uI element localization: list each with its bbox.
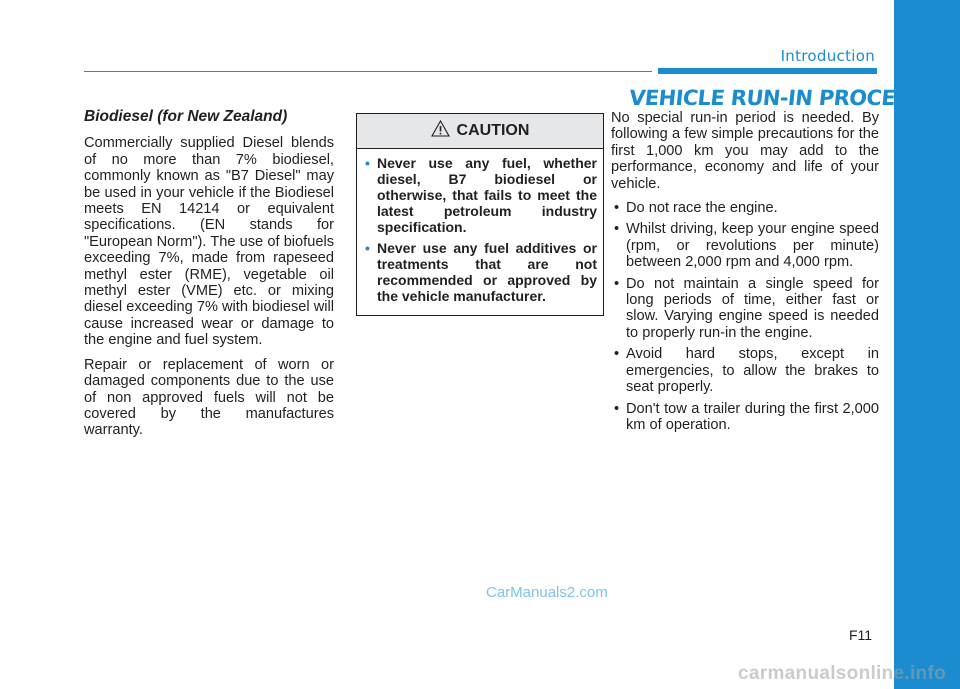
left-column: [84, 109, 334, 447]
caution-body: [357, 149, 603, 304]
caution-box: [356, 113, 604, 316]
caution-item: • Never use any fuel additives or treatments that are not recommended or approved by the vehicle manufacturer.: [365, 240, 597, 304]
watermark-footer: carmanualsonline.info: [738, 663, 946, 684]
run-in-intro: No special run-in period is needed. By following a few simple precautions for the first 1,000 km you may add to the performance, economy and life of your vehicle.: [611, 110, 879, 192]
caution-header: [357, 114, 603, 149]
list-item: • Avoid hard stops, except in emergencies, to allow the brakes to seat properly.: [611, 346, 879, 395]
caution-item: • Never use any fuel, whether diesel, B7 biodiesel or otherwise, that fails to meet the latest petroleum industry specification.: [365, 155, 597, 235]
list-item: • Don't tow a trailer during the first 2,000 km of operation.: [611, 401, 879, 434]
list-item: • Whilst driving, keep your engine speed (rpm, or revolutions per minute) between 2,000 rpm and 4,000 rpm.: [611, 221, 879, 270]
header-rule: [84, 71, 652, 72]
caution-title: CAUTION: [456, 122, 530, 139]
list-item: • Do not race the engine.: [611, 200, 879, 216]
watermark-link[interactable]: CarManuals2.com: [486, 584, 608, 601]
run-in-list: [611, 200, 879, 433]
section-title: Introduction: [780, 47, 875, 65]
page-number: F11: [849, 627, 873, 643]
right-column: [611, 110, 879, 438]
warning-triangle-icon: [431, 120, 450, 142]
biodiesel-subheading: Biodiesel (for New Zealand): [84, 108, 288, 125]
biodiesel-paragraph-1: Commercially supplied Diesel blends of no more than 7% biodiesel, commonly known as "B7 Diesel" may be used in your vehicle if the Biodiesel meets EN 14214 or equivalent specifications. (EN stands for "European Norm"). The use of biofuels exceeding 7%, made from rapeseed methyl ester (RME), vegetable oil methyl ester (VME) etc. or mixing diesel exceeding 7% with biodiesel will cause increased wear or damage to the engine and fuel system.: [84, 135, 334, 349]
list-item: • Do not maintain a single speed for long periods of time, either fast or slow. Varying engine speed is needed to properly run-in the engine.: [611, 276, 879, 342]
biodiesel-paragraph-2: Repair or replacement of worn or damaged components due to the use of non approved fuels will not be covered by the manufactures warranty.: [84, 356, 334, 439]
header-rule-accent: [658, 68, 877, 74]
run-in-heading: VEHICLE RUN-IN PROCESS: [628, 86, 925, 110]
